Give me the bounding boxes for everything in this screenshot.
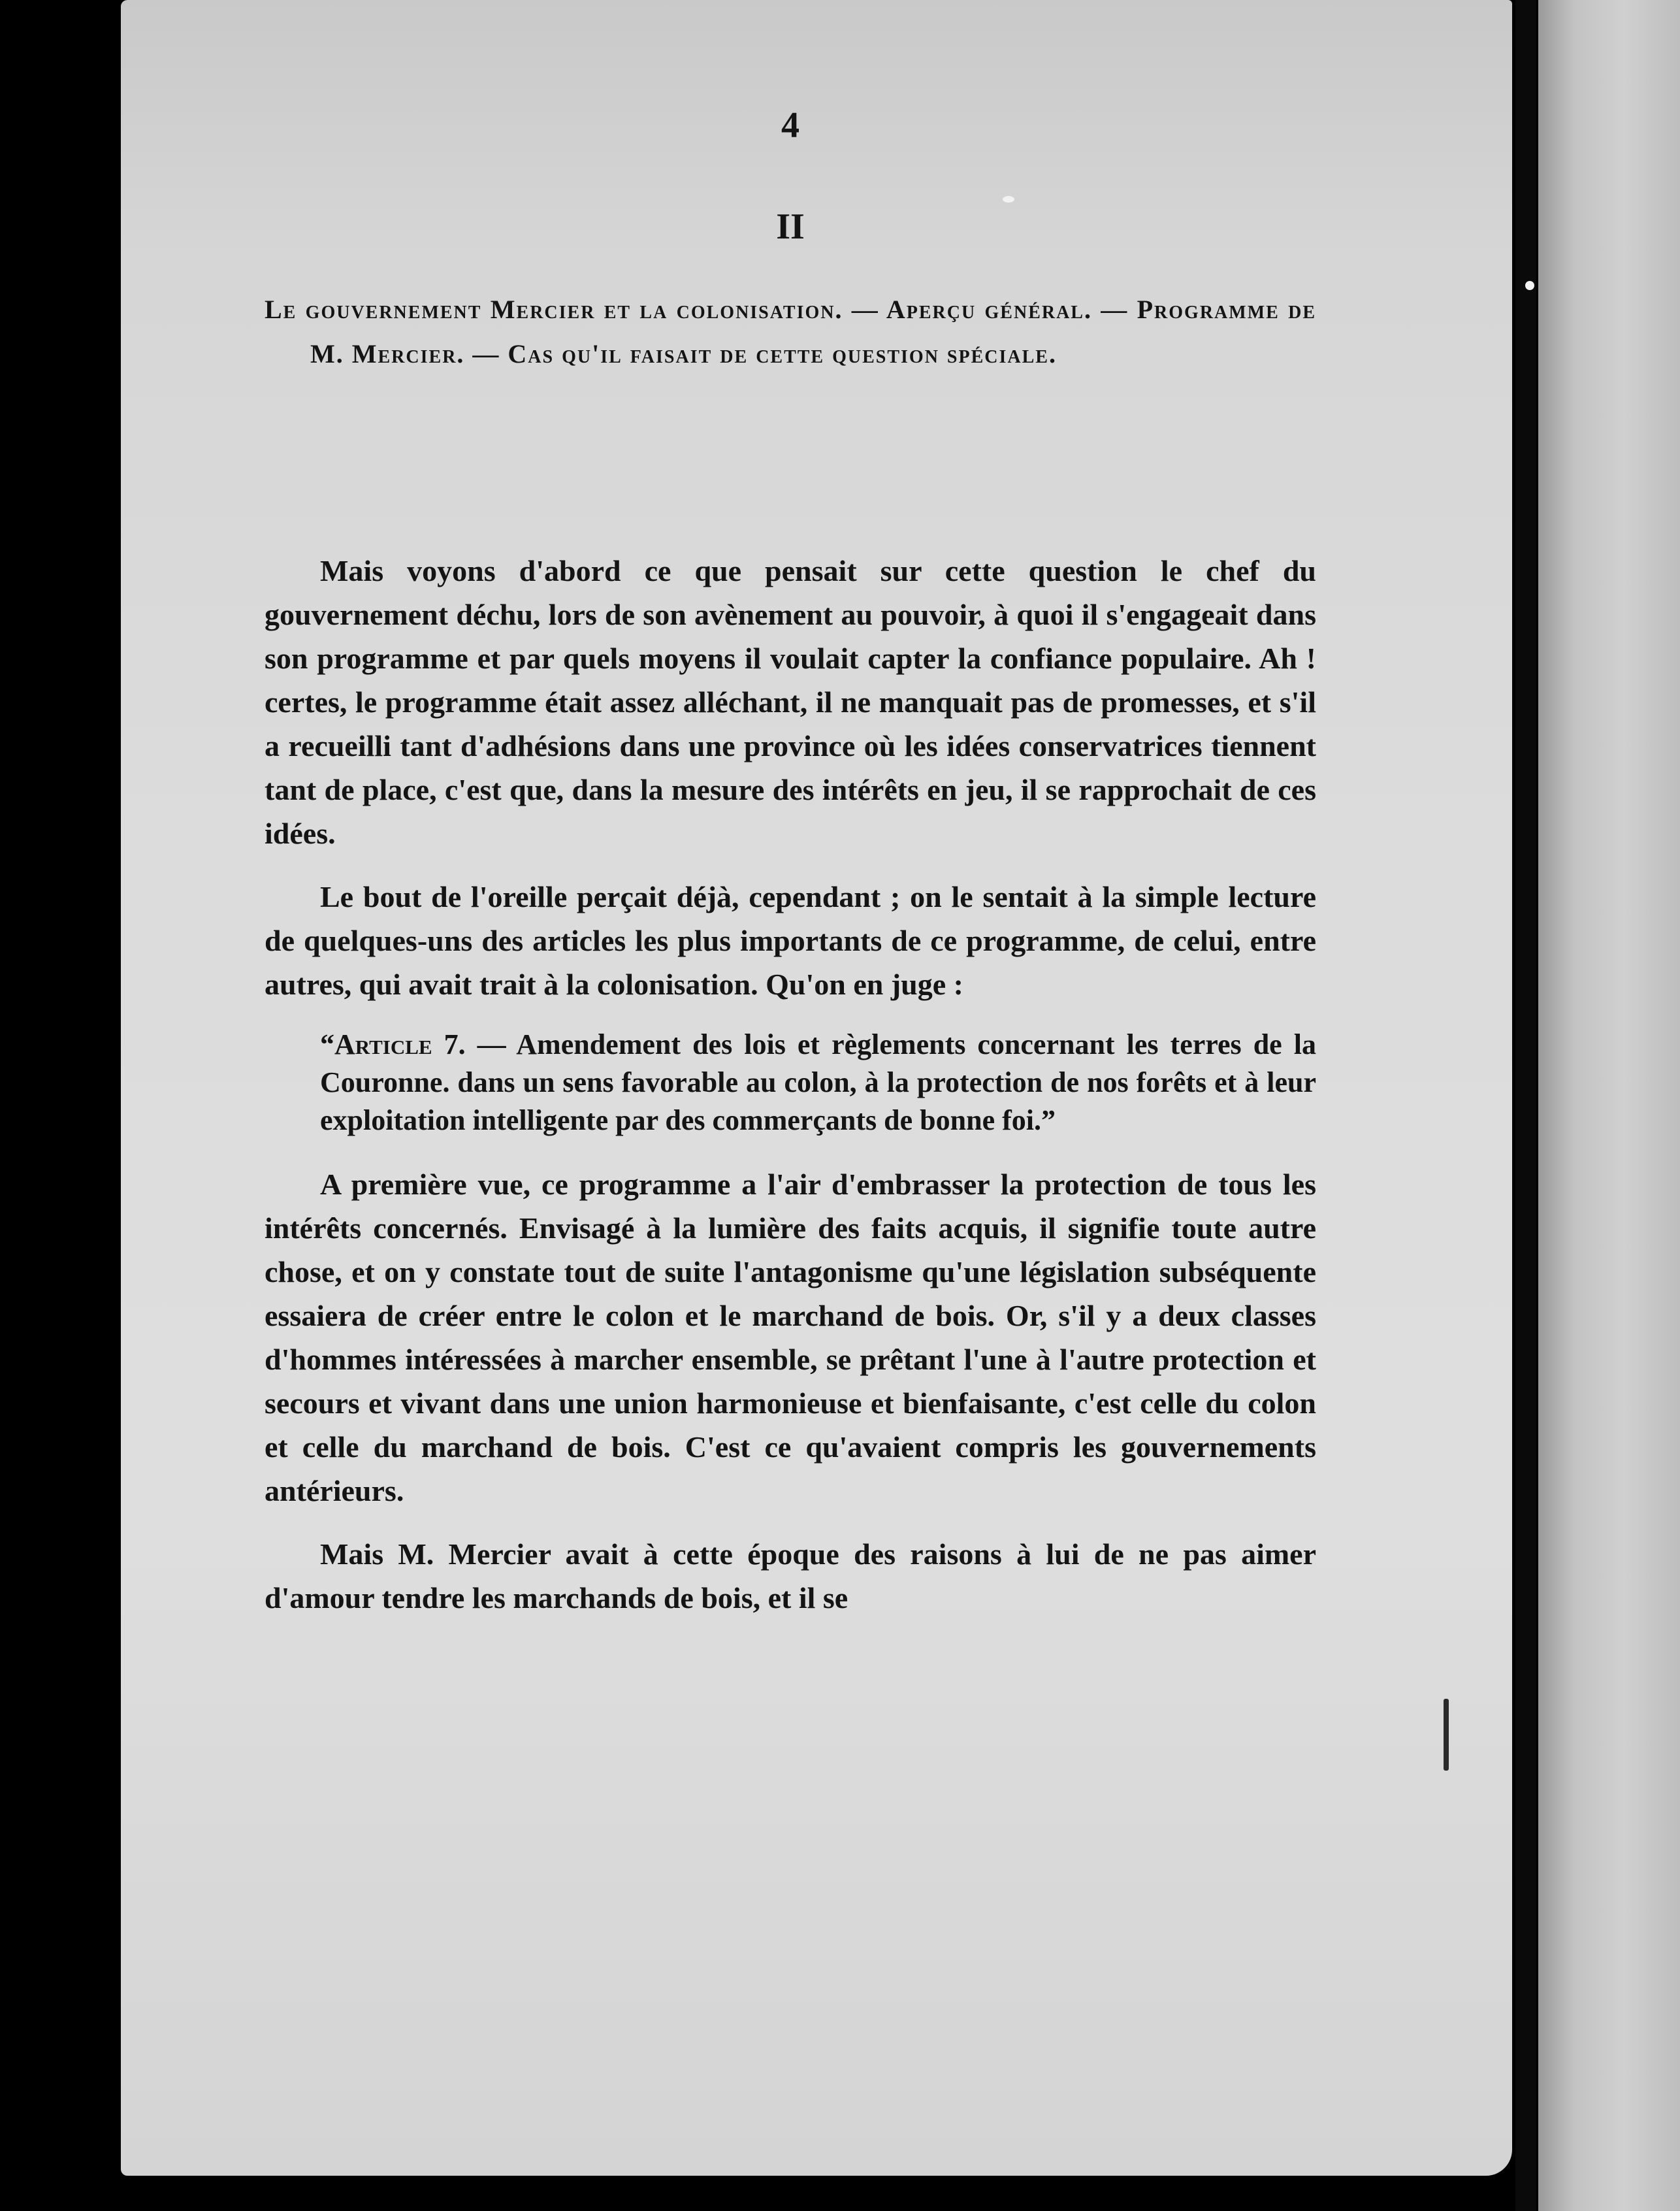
- book-gutter: [1515, 0, 1536, 2211]
- paragraph: A première vue, ce programme a l'air d'embrasser la protection de tous les intérêts concernés. Envisagé à la lumière des faits acquis, il signifie toute autre chose, et on y constate tout de suite l'antagonisme qu'une législation subséquente essaiera de créer entre le colon et le marchand de bois. Or, s'il y a deux classes d'hommes intéressées à marcher ensemble, se prêtant l'une à l'autre protection et secours et vivant dans une union harmonieuse et bienfaisante, c'est celle du colon et celle du marchand de bois. C'est ce qu'avaient compris les gouvernements antérieurs.: [265, 1168, 1316, 1507]
- section-heading: Le gouvernement Mercier et la colonisation. — Aperçu général. — Programme de M. Mercier. — Cas qu'il faisait de cette question spéciale.: [265, 295, 1316, 368]
- page-number: 4: [781, 105, 800, 146]
- paragraph: Le bout de l'oreille perçait déjà, cependant ; on le sentait à la simple lecture de quelques-uns des articles les plus importants de ce programme, de celui, entre autres, qui avait trait à la colonisation. Qu'on en juge :: [265, 880, 1316, 1001]
- facing-page-edge: [1538, 0, 1680, 2211]
- quoted-article: [265, 1026, 1316, 1139]
- article-text: — Amendement des lois et règlements concernant les terres de la Couronne. dans un sens favorable au colon, à la protection de nos forêts et à leur exploitation intelligente par des commerçants de bonne foi.: [320, 1028, 1316, 1136]
- article-label: Article 7.: [334, 1028, 466, 1060]
- scan-speck: [1003, 196, 1014, 203]
- body-text: [265, 549, 1316, 1639]
- section-number: II: [776, 206, 805, 247]
- paragraph: Mais M. Mercier avait à cette époque des raisons à lui de ne pas aimer d'amour tendre les marchands de bois, et il se: [265, 1537, 1316, 1614]
- quote-open-mark: “: [320, 1028, 334, 1060]
- quote-close-mark: ”: [1041, 1104, 1056, 1136]
- paragraph: Mais voyons d'abord ce que pensait sur cette question le chef du gouvernement déchu, lors de son avènement au pouvoir, à quoi il s'engageait dans son programme et par quels moyens il voulait capter la confiance populaire. Ah ! certes, le programme était assez alléchant, il ne manquait pas de promesses, et s'il a recueilli tant d'adhésions dans une province où les idées conservatrices tiennent tant de place, c'est que, dans la mesure des intérêts en jeu, il se rapprochait de ces idées.: [265, 554, 1316, 850]
- scan-mark: [1444, 1699, 1449, 1771]
- scan-speck: [1525, 281, 1534, 290]
